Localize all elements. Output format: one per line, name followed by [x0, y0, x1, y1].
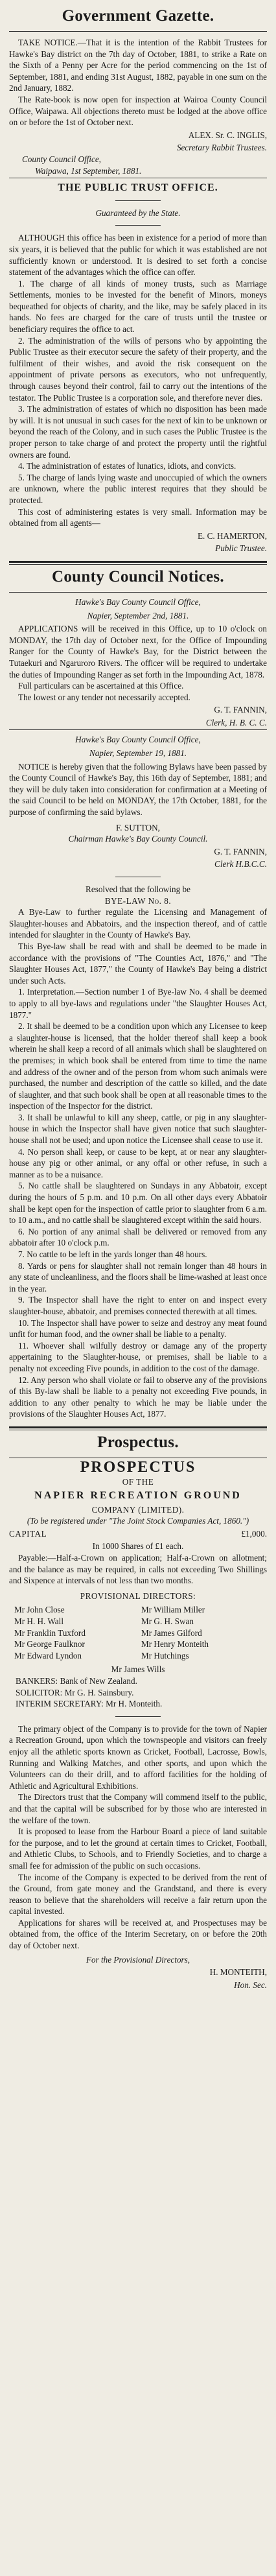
resolved-line: Resolved that the following be [86, 884, 190, 894]
short-rule [115, 225, 161, 226]
notice-paragraph: 1. The charge of all kinds of money trusts, such as Marriage Settlements, monies to be invested for the benefit of Minors, moneys bequeathed for objects of charity, and the like, may be safely placed in its hands. No fees are charged for the care of trusts until the trustee or beneficiary requires the office to act. [9, 278, 267, 335]
prospectus-paragraph: Applications for shares will be received at, and Prospectuses may be obtained from, the office of the Interim Secretary, on or before the 20th day of October next. [9, 1917, 267, 1951]
director-name: Mr Franklin Tuxford [14, 1627, 86, 1638]
divider [9, 31, 267, 32]
chairman-title: Chairman Hawke's Bay County Council. [68, 834, 208, 844]
divider [9, 729, 267, 730]
notice-paragraph: 4. The administration of estates of lunatics, idiots, and convicts. [18, 461, 236, 471]
secretary-line: INTERIM SECRETARY: Mr H. Monteith. [16, 1699, 163, 1709]
signature-name: G. T. FANNIN, [214, 705, 267, 715]
impounding-notice [9, 597, 267, 729]
director-name: Mr Edward Lyndon [14, 1650, 82, 1660]
directors-title: PROVISIONAL DIRECTORS: [80, 1590, 196, 1601]
bylaw-item: 7. No cattle to be left in the yards longer than 48 hours. [18, 1249, 207, 1259]
notice-paragraph: The Rate-book is now open for inspection at Wairoa County Council Office, Waipawa. All objections thereto must be lodged at the above office on or before the 1st of October next. [9, 94, 267, 128]
director-name: Mr James Wills [111, 1664, 165, 1675]
signature-title: Secretary Rabbit Trustees. [176, 143, 267, 153]
notice-paragraph: TAKE NOTICE.—That it is the intention of the Rabbit Trustees for Hawke's Bay district on the 7th day of October, 1881, to strike a Rate on the Sixth of a Penny per Acre for the period commencing on the 1st of September, 1881, and ending 31st August, 1882, payable in one sum on the 2nd January, 1882. [9, 38, 267, 93]
notice-paragraph: 3. The administration of estates of which no disposition has been made by will. It is not unusual in such cases for the next of kin to be unknown or beyond the reach of the Colony, and in such cases the Public Trustee is the proper person to take charge of and protect the property until the rightful owners are found. [9, 404, 267, 460]
signature-title: Hon. Sec. [234, 1979, 267, 1990]
notice-paragraph: NOTICE is hereby given that the following Bylaws have been passed by the County Council of Hawke's Bay, this 16th day of September, 1881; and they will be duly taken into consideration for confirmation at a Meeting of the said Council to be held on MONDAY, the 17th October, 1881, for the purpose of confirming the said bylaws. [9, 761, 267, 818]
notice-paragraph: APPLICATIONS will be received in this Office, up to 10 o'clock on MONDAY, the 17th day of October next, for the Office of Impounding Ranger for the County of Hawke's Bay, for the District between the Tutaekuri and Ngaruroro Rivers. The officer will be required to undertake the duties of Impounding Ranger as set forth in the Impounding Act, 1878. [9, 624, 267, 679]
signature-title: Public Trustee. [215, 543, 267, 554]
bylaw-item: 12. Any person who shall violate or fail to observe any of the provisions of this By-law shall be liable to a penalty not exceeding Five pounds, in addition to any other penalty to which he may be liable under the provisions of the Slaughter Houses Act, 1877. [9, 1375, 267, 1419]
bylaw-item: 9. The Inspector shall have the right to enter on and inspect every slaughter-house, abbatoir, and premises connected therewith at all times. [9, 1295, 267, 1316]
bylaw-item: 10. The Inspector shall have power to seize and destroy any meat found unfit for human food, and the owner shall be liable to a penalty. [9, 1318, 267, 1340]
date-line: Napier, September 2nd, 1881. [87, 610, 189, 620]
registration-line: (To be registered under "The Joint Stock Companies Act, 1860.") [27, 1516, 249, 1526]
officers-list [16, 1675, 267, 1710]
short-rule [115, 1716, 161, 1717]
director-name: Mr George Faulknor [14, 1639, 85, 1649]
office-line: Hawke's Bay County Council Office, [75, 735, 201, 745]
bankers-line: BANKERS: Bank of New Zealand. [16, 1676, 137, 1686]
prospectus-paragraph: The income of the Company is expected to be derived from the rent of the Ground, from gate money and the Grandstand, and there is every reason to believe that the shareholders will receive a fair return upon the capital invested. [9, 1872, 267, 1917]
short-rule [115, 200, 161, 201]
public-trust-notice [9, 182, 267, 554]
director-name: Mr G. H. Swan [141, 1616, 194, 1627]
directors-list [14, 1604, 262, 1661]
shares-line: In 1000 Shares of £1 each. [92, 1541, 184, 1552]
signature-office: County Council Office, [22, 154, 101, 164]
signature-name: ALEX. Sr. C. INGLIS, [188, 130, 267, 140]
notice-paragraph: 2. The administration of the wills of persons who by appointing the Public Trustee as their executor secure the safety of their property, and the fulfilment of their wishes, and avoid the risk consequent on the appointment of private persons as executors, who not unfrequently, through causes beyond their control, fail to carry out the intentions of the testator. The Public Trustee is a corporation sole, and therefore never dies. [9, 335, 267, 403]
gazette-heading: Government Gazette. [62, 7, 214, 25]
director-name: Mr William Miller [141, 1605, 205, 1615]
bylaw-item: 2. It shall be deemed to be a condition upon which any Licensee to keep a slaughter-house is licensed, that the holder thereof shall keep a book wherein he shall keep a record of all animals which shall be slaughtered on the premises; in which book shall be entered from time to time the name and address of the owner and of the person from whom such animals were purchased, the number and description of the cattle so killed, and the date of slaughter, and that such book shall be open at all reasonable times to the inspection of the Inspector for the district. [9, 1021, 267, 1111]
section-divider [9, 561, 267, 563]
chairman-name: F. SUTTON, [116, 822, 160, 833]
notice-subtitle: Guaranteed by the State. [95, 207, 181, 218]
director-name: Mr James Gilford [141, 1627, 202, 1638]
section-divider [9, 1426, 267, 1428]
prospectus-title: PROSPECTUS [80, 1458, 196, 1476]
notice-paragraph: ALTHOUGH this office has been in existence for a period of more than six years, it is believed that the public for which it was established are not sufficiently known or understood. It is desired to set forth a concise statement of the advantages which the office can offer. [9, 233, 267, 278]
signature-intro: For the Provisional Directors, [86, 1954, 190, 1965]
notice-paragraph: Full particulars can be ascertained at this Office. [18, 681, 184, 691]
prospectus-paragraph: The Directors trust that the Company will commend itself to the public, and that the capital will be subscribed for by those who are interested in the welfare of the town. [9, 1792, 267, 1825]
capital-row [9, 1528, 267, 1540]
prospectus-paragraph: It is proposed to lease from the Harbour Board a piece of land suitable for the purpose, and to let the ground at certain times to Cricket, Football, and Athletic Clubs, to Schools, and to Friendly Societies, and to charge a small fee for admission of the public on such occasions. [9, 1826, 267, 1871]
bylaw-item: 11. Whoever shall wilfully destroy or damage any of the property appertaining to the Slaughter-house, or premises, shall be liable to a penalty not exceeding Five pounds, in addition to the cost of the damage. [9, 1340, 267, 1373]
signature-date: Waipawa, 1st September, 1881. [35, 165, 142, 176]
bylaw-item: This Bye-law shall be read with and shall be deemed to be made in accordance with the provisions of "The Counties Act, 1876," and "The Slaughter Houses Act, 1877," the County of Hawke's Bay being a district under such Acts. [9, 941, 267, 986]
notice-paragraph: This cost of administering estates is very small. Information may be obtained from all agents— [9, 506, 267, 528]
bylaw-item: 5. No cattle shall be slaughtered on Sundays in any Abbatoir, except during the hours of 5 p.m. and 10 p.m. On all other days every Abbatoir shall be kept open for the inspection of cattle prior to slaughter from 6 a.m. to 10 a.m., and no cattle shall be slaughtered except within the said hours. [9, 1181, 267, 1225]
payable-paragraph: Payable:—Half-a-Crown on application; Half-a-Crown on allotment; and the balance as may be required, in calls not exceeding Two Shillings and Sixpence at intervals of not less than two months. [9, 1553, 267, 1586]
clerk-title: Clerk H.B.C.C. [214, 859, 267, 869]
council-heading: County Council Notices. [52, 567, 224, 585]
date-line: Napier, September 19, 1881. [89, 748, 187, 759]
prospectus-notice [9, 1458, 267, 1991]
rabbit-notice [9, 37, 267, 176]
director-name: Mr Hutchings [141, 1650, 189, 1660]
bylaw-item: 6. No portion of any animal shall be delivered or removed from any abbatoir after 10 o'clock p.m. [9, 1226, 267, 1248]
prospectus-paragraph: The primary object of the Company is to provide for the town of Napier a Recreation Ground, upon which the townspeople and visitors can freely enjoy all the athletic sports known as Cricket, Football, Lacrosse, Bowls, Running and Walking Matches, and other sports, and upon which the Volunteers can do their drill, and to afford facilities for the holding of Athletic and Agricultural Exhibitions. [9, 1723, 267, 1791]
director-name: Mr H. H. Wall [14, 1616, 63, 1627]
notice-paragraph: 5. The charge of lands lying waste and unoccupied of which the owners are unknown, where the public interest requires that they should be protected. [9, 472, 267, 505]
bylaw-item: A Bye-Law to further regulate the Licensing and Management of Slaughter-houses and Abbatoirs, and the inspection thereof, and of cattle intended for slaughter in the County of Hawke's Bay. [9, 907, 267, 940]
prospectus-heading: Prospectus. [97, 1433, 179, 1451]
bylaw-item: 4. No person shall keep, or cause to be kept, at or near any slaughter-house any pig or other animal, or any offal or other refuse, in such a manner as to be a nuisance. [9, 1146, 267, 1179]
notice-paragraph: The lowest or any tender not necessarily accepted. [18, 692, 190, 702]
bylaw-item: 1. Interpretation.—Section number 1 of Bye-law No. 4 shall be deemed to apply to all bye-laws and regulations under "the Slaughter Houses Act, 1877." [9, 987, 267, 1020]
notice-title: THE PUBLIC TRUST OFFICE. [58, 182, 218, 194]
signature-name: E. C. HAMERTON, [197, 530, 267, 541]
bylaw-item: 3. It shall be unlawful to kill any sheep, cattle, or pig in any slaughter-house in which the Inspector shall have given notice that such slaughter-house shall not be used; and upon notice the Licensee shall cease to use it. [9, 1112, 267, 1146]
capital-label: CAPITAL [9, 1528, 47, 1539]
capital-value: £1,000. [241, 1528, 267, 1539]
director-name: Mr John Close [14, 1605, 65, 1615]
office-line: Hawke's Bay County Council Office, [75, 597, 201, 607]
bylaw-notice [9, 734, 267, 1419]
signature-title: Clerk, H. B. C. C. [205, 717, 267, 727]
section-divider [9, 564, 267, 565]
company-name: NAPIER RECREATION GROUND [34, 1490, 242, 1502]
bylaw-item: 8. Yards or pens for slaughter shall not remain longer than 48 hours in any state of uncleanliness, and the floors shall be lime-washed at least once in the year. [9, 1260, 267, 1294]
clerk-name: G. T. FANNIN, [214, 846, 267, 857]
signature-name: H. MONTEITH, [209, 1967, 267, 1978]
prospectus-of-the: OF THE [122, 1476, 154, 1487]
director-name: Mr Henry Monteith [141, 1639, 209, 1649]
divider [9, 592, 267, 593]
bylaw-title: BYE-LAW No. 8. [104, 895, 172, 906]
solicitor-line: SOLICITOR: Mr G. H. Sainsbury. [16, 1687, 134, 1697]
company-subtitle: COMPANY (LIMITED). [91, 1504, 185, 1515]
